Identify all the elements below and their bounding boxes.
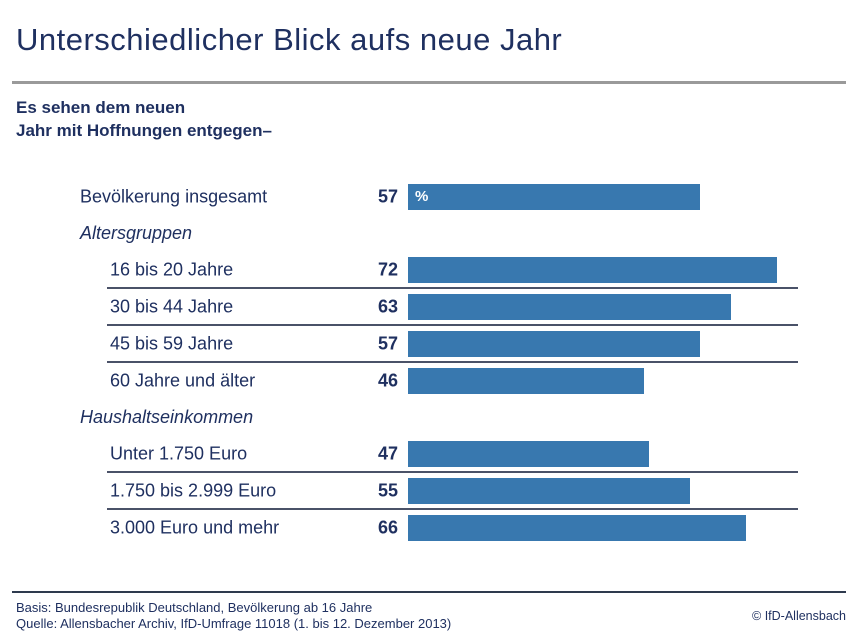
- group-label: Altersgruppen: [80, 222, 193, 243]
- chart-subtitle-line1: Es sehen dem neuen: [16, 98, 186, 117]
- row-label: Bevölkerung insgesamt: [80, 186, 268, 206]
- bar-unit-label: %: [415, 188, 429, 205]
- row-value: 55: [377, 480, 398, 500]
- chart-row: [0, 435, 858, 472]
- row-value: 72: [377, 259, 398, 279]
- row-label: 45 bis 59 Jahre: [110, 333, 234, 353]
- row-value: 57: [377, 333, 398, 353]
- footer-divider: [12, 591, 846, 593]
- copyright-text: © IfD-Allensbach: [752, 609, 846, 623]
- row-bar: [408, 184, 700, 210]
- row-value: 47: [377, 443, 398, 463]
- row-bar: [408, 257, 777, 283]
- chart-subtitle: [16, 96, 272, 142]
- footer-basis-text: Basis: Bundesrepublik Deutschland, Bevölkerung ab 16 Jahre: [16, 600, 373, 615]
- chart-row: [0, 178, 858, 215]
- chart-row: [0, 325, 858, 362]
- row-label: 60 Jahre und älter: [110, 370, 256, 390]
- row-value: 57: [377, 186, 398, 206]
- row-label: 3.000 Euro und mehr: [110, 517, 280, 537]
- row-label: Unter 1.750 Euro: [110, 443, 248, 463]
- chart-group-row: [0, 215, 858, 251]
- chart-row: [0, 251, 858, 288]
- row-bar: [408, 515, 746, 541]
- chart-rows: [0, 178, 858, 546]
- row-bar: [408, 294, 731, 320]
- row-bar: [408, 368, 644, 394]
- page-title: Unterschiedlicher Blick aufs neue Jahr: [16, 22, 563, 57]
- row-value: 46: [377, 370, 398, 390]
- chart-row: [0, 472, 858, 509]
- row-label: 30 bis 44 Jahre: [110, 296, 234, 316]
- row-bar: [408, 478, 690, 504]
- chart-row: [0, 509, 858, 546]
- row-label: 1.750 bis 2.999 Euro: [110, 480, 277, 500]
- chart-row: [0, 362, 858, 399]
- row-label: 16 bis 20 Jahre: [110, 259, 234, 279]
- chart-group-row: [0, 399, 858, 435]
- chart-row: [0, 288, 858, 325]
- footer-source-text: Quelle: Allensbacher Archiv, IfD-Umfrage 11018 (1. bis 12. Dezember 2013): [16, 616, 452, 631]
- chart-subtitle-line2: Jahr mit Hoffnungen entgegen–: [16, 121, 272, 140]
- group-label: Haushaltseinkommen: [80, 406, 254, 427]
- row-value: 66: [377, 517, 398, 537]
- title-divider: [12, 81, 846, 84]
- row-value: 63: [377, 296, 398, 316]
- row-bar: [408, 441, 649, 467]
- row-bar: [408, 331, 700, 357]
